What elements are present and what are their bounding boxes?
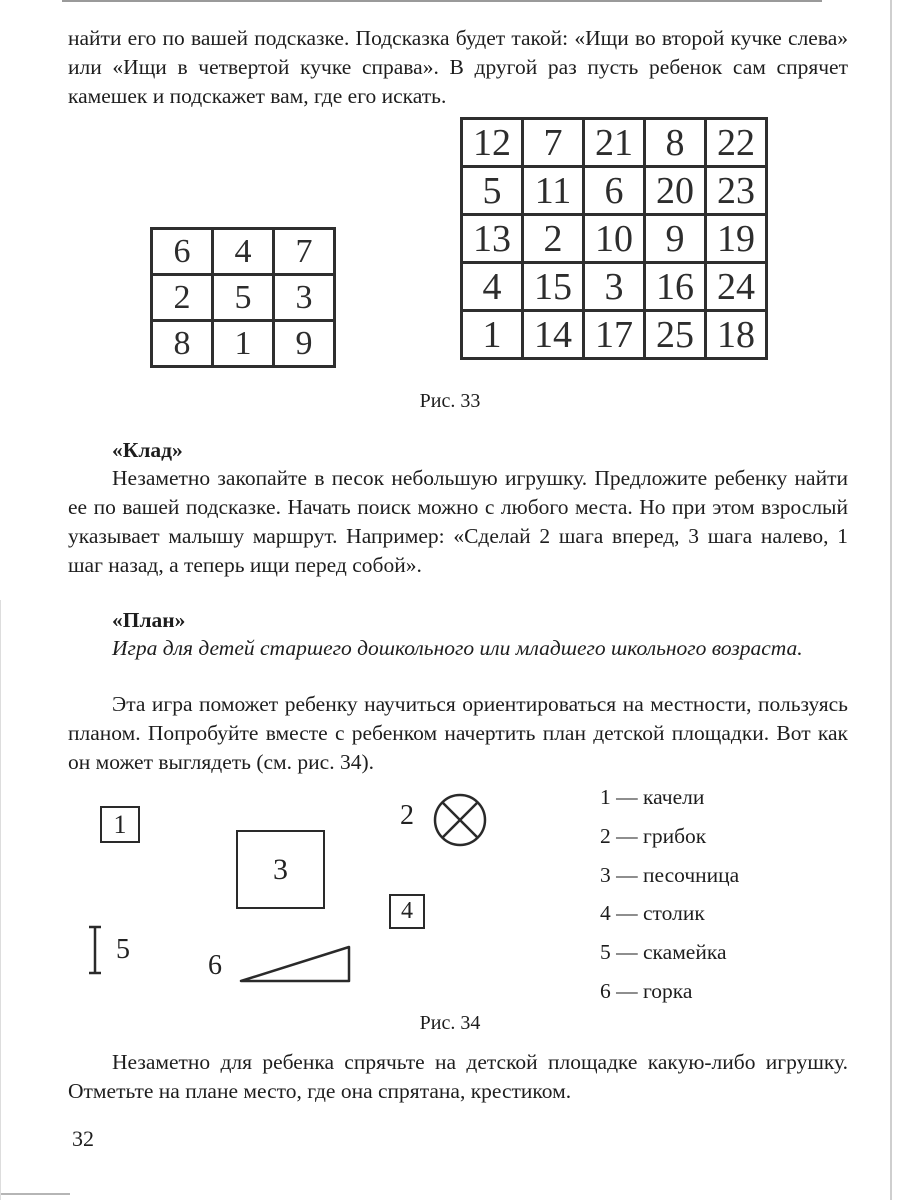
grid-cell: 25 — [645, 311, 706, 359]
grid-cell: 9 — [645, 215, 706, 263]
grid-cell: 6 — [152, 229, 213, 275]
grid-cell: 2 — [523, 215, 584, 263]
scan-edge-top — [62, 0, 822, 2]
grid-cell: 16 — [645, 263, 706, 311]
grid-cell: 24 — [706, 263, 767, 311]
grid-cell: 23 — [706, 167, 767, 215]
section-heading-plan: «План» — [112, 608, 186, 632]
legend-item-sandbox: 3 — песочница — [600, 862, 740, 887]
plan-symbol-sandbox-label: 3 — [273, 852, 288, 886]
grid-cell: 5 — [462, 167, 523, 215]
grid-cell: 3 — [584, 263, 645, 311]
legend-item-table: 4 — столик — [600, 901, 705, 926]
grid-cell: 6 — [584, 167, 645, 215]
intro-paragraph: найти его по вашей подсказке. Подсказка будет такой: «Ищи во второй кучке слева» или «Ищи в четвертой кучке справа». В другой раз пусть ребенок сам спрячет камешек и подскажет вам, где его искать. — [68, 26, 848, 108]
grid-cell: 22 — [706, 119, 767, 167]
number-grid-5x5 — [460, 117, 768, 360]
grid-cell: 9 — [274, 321, 335, 367]
plan-symbol-mushroom-label: 2 — [400, 800, 414, 831]
bench-line-icon — [86, 924, 104, 976]
klad-paragraph: Незаметно закопайте в песок небольшую игрушку. Предложите ребенку найти ее по вашей подсказке. Начать поиск можно с любого места. Но при этом взрослый указывает малышу маршрут. Например: «Сделай 2 шага вперед, 3 шага налево, 1 шаг назад, а теперь ищи перед собой». — [68, 466, 848, 577]
grid-cell: 20 — [645, 167, 706, 215]
plan-symbol-slide-label: 6 — [208, 950, 222, 981]
slide-triangle-icon — [238, 940, 352, 984]
grid-cell: 19 — [706, 215, 767, 263]
figure-34-legend — [600, 778, 739, 1011]
grid-cell: 7 — [274, 229, 335, 275]
grid-cell: 4 — [213, 229, 274, 275]
grid-row — [462, 167, 767, 215]
page-number: 32 — [72, 1126, 94, 1151]
grid-cell: 15 — [523, 263, 584, 311]
grid-cell: 10 — [584, 215, 645, 263]
plan-symbol-bench-label: 5 — [116, 934, 130, 965]
grid-cell: 5 — [213, 275, 274, 321]
scan-edge-left — [0, 600, 1, 1200]
plan-symbol-swing — [100, 806, 140, 843]
grid-cell: 14 — [523, 311, 584, 359]
figure-34-caption: Рис. 34 — [419, 1012, 481, 1034]
grid-row — [152, 275, 335, 321]
outro-paragraph: Незаметно для ребенка спрячьте на детской площадке какую-либо игрушку. Отметьте на плане место, где она спрятана, крестиком. — [68, 1050, 848, 1103]
grid-cell: 8 — [645, 119, 706, 167]
mushroom-circle-x-icon — [432, 792, 488, 848]
grid-cell: 1 — [462, 311, 523, 359]
grid-row — [462, 263, 767, 311]
grid-cell: 11 — [523, 167, 584, 215]
grid-cell: 17 — [584, 311, 645, 359]
grid-cell: 12 — [462, 119, 523, 167]
grid-cell: 1 — [213, 321, 274, 367]
legend-item-mushroom: 2 — грибок — [600, 823, 707, 848]
plan-symbol-table — [389, 894, 425, 929]
plan-paragraph: Эта игра поможет ребенку научиться ориентироваться на местности, пользуясь планом. Попробуйте вместе с ребенком начертить план детской площадки. Вот как он может выглядеть (см. рис. 34). — [68, 692, 848, 774]
plan-subtitle: Игра для детей старшего дошкольного или младшего школьного возраста. — [112, 636, 803, 660]
grid-row — [152, 229, 335, 275]
grid-row — [462, 311, 767, 359]
grid-cell: 3 — [274, 275, 335, 321]
grid-cell: 7 — [523, 119, 584, 167]
grid-row — [462, 119, 767, 167]
grid-cell: 13 — [462, 215, 523, 263]
figure-33-caption: Рис. 33 — [419, 390, 481, 412]
legend-item-slide: 6 — горка — [600, 978, 693, 1003]
grid-cell: 18 — [706, 311, 767, 359]
scan-edge-bottom — [0, 1193, 70, 1195]
plan-symbol-table-label: 4 — [401, 898, 413, 924]
grid-cell: 21 — [584, 119, 645, 167]
legend-item-bench: 5 — скамейка — [600, 940, 727, 965]
grid-cell: 8 — [152, 321, 213, 367]
section-heading-klad: «Клад» — [112, 438, 183, 462]
grid-row — [152, 321, 335, 367]
number-grid-3x3 — [150, 227, 336, 368]
grid-cell: 2 — [152, 275, 213, 321]
plan-symbol-swing-label: 1 — [113, 809, 127, 839]
plan-symbol-sandbox — [236, 830, 325, 909]
legend-item-swing: 1 — качели — [600, 785, 705, 809]
grid-cell: 4 — [462, 263, 523, 311]
grid-row — [462, 215, 767, 263]
